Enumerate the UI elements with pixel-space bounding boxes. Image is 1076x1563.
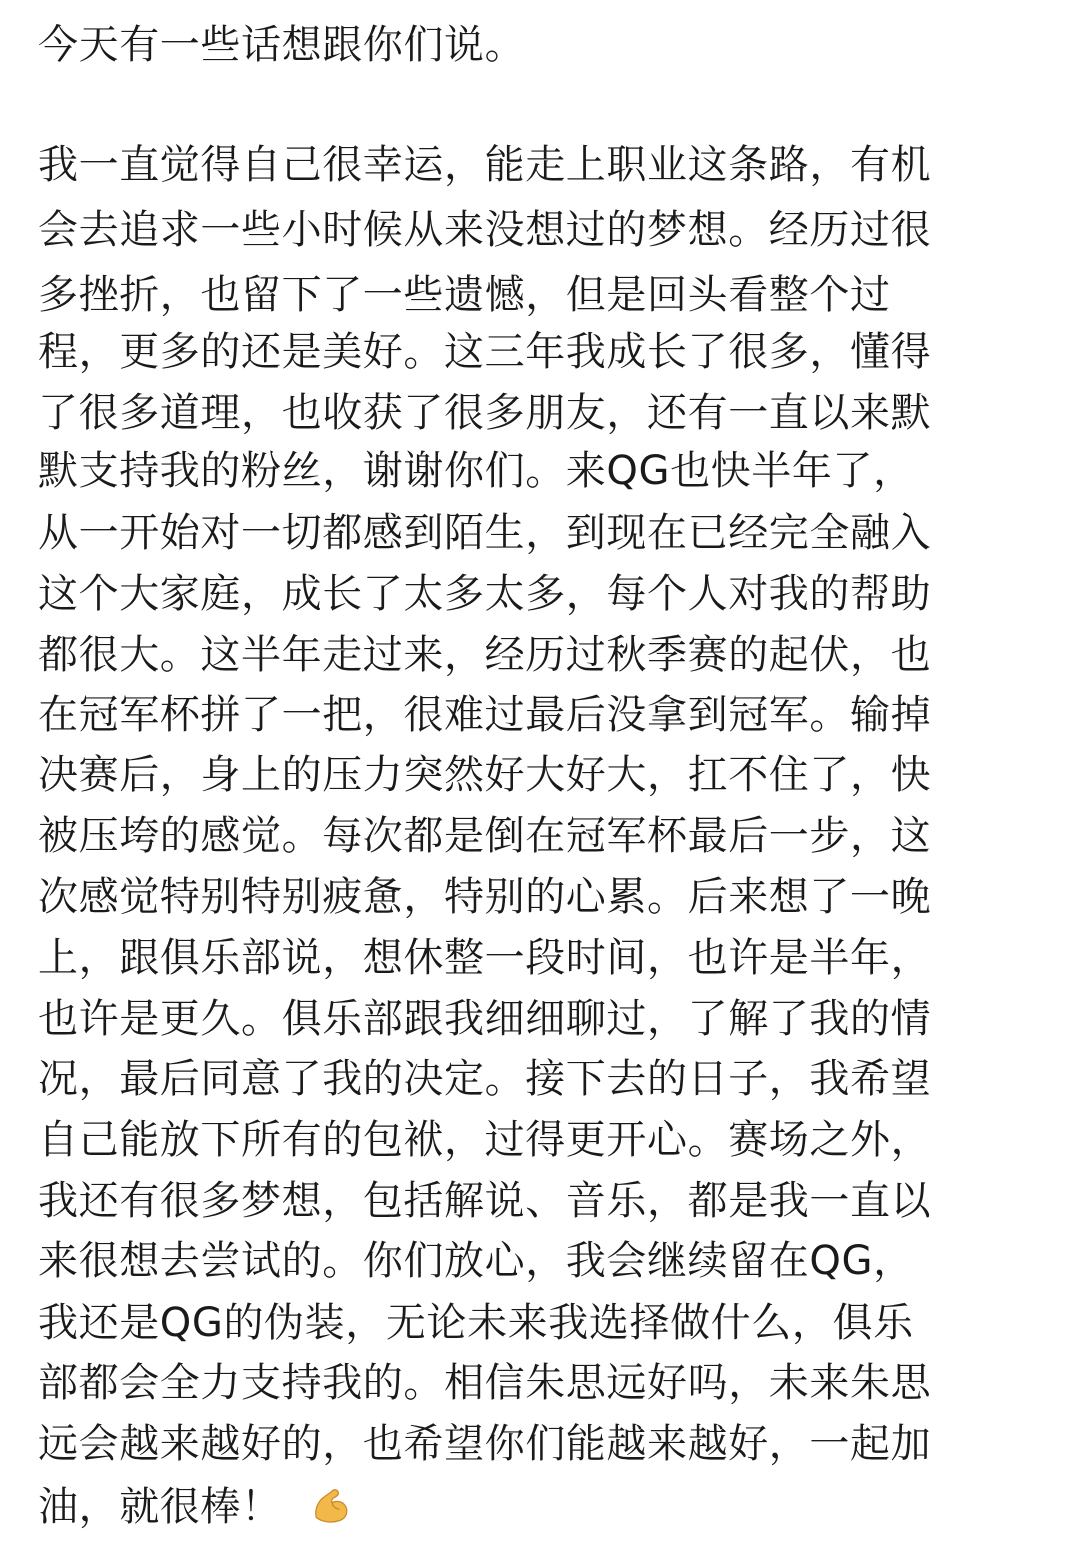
text-line: 也许是更久。俱乐部跟我细细聊过，了解了我的情 (38, 996, 932, 1042)
text-line: 部都会全力支持我的。相信朱思远好吗，未来朱思 (38, 1360, 932, 1406)
text-line: 远会越来越好的，也希望你们能越来越好，一起加 (38, 1421, 932, 1467)
text-line: 我一直觉得自己很幸运，能走上职业这条路，有机 (38, 142, 932, 188)
text-line: 这个大家庭，成长了太多太多，每个人对我的帮助 (38, 571, 932, 617)
text-line: 次感觉特别特别疲惫，特别的心累。后来想了一晚 (38, 874, 932, 920)
flexed-biceps-icon (310, 1486, 352, 1528)
text-line: 上，跟俱乐部说，想休整一段时间，也许是半年， (38, 935, 932, 981)
text-line: 况，最后同意了我的决定。接下去的日子，我希望 (38, 1056, 932, 1102)
text-line: 今天有一些话想跟你们说。 (38, 22, 526, 68)
text-line: 我还有很多梦想，包括解说、音乐，都是我一直以 (38, 1178, 932, 1224)
text-line: 程，更多的还是美好。这三年我成长了很多，懂得 (38, 329, 932, 375)
text-line: 决赛后，身上的压力突然好大好大，扛不住了，快 (38, 752, 932, 798)
text-line: 我还是QG的伪装，无论未来我选择做什么，俱乐 (38, 1300, 914, 1346)
text-line: 在冠军杯拼了一把，很难过最后没拿到冠军。输掉 (38, 692, 932, 738)
text-line: 油，就很棒！ (38, 1480, 1048, 1534)
text-line: 从一开始对一切都感到陌生，到现在已经完全融入 (38, 510, 932, 556)
text-line: 多挫折，也留下了一些遗憾，但是回头看整个过 (38, 272, 891, 318)
text-line: 会去追求一些小时候从来没想过的梦想。经历过很 (38, 207, 932, 253)
text-line: 都很大。这半年走过来，经历过秋季赛的起伏，也 (38, 632, 932, 678)
text-line: 被压垮的感觉。每次都是倒在冠军杯最后一步，这 (38, 813, 932, 859)
text-line: 默支持我的粉丝，谢谢你们。来QG也快半年了， (38, 448, 914, 494)
text-line: 自己能放下所有的包袱，过得更开心。赛场之外， (38, 1117, 932, 1163)
text-line: 来很想去尝试的。你们放心，我会继续留在QG， (38, 1238, 914, 1284)
text-line: 了很多道理，也收获了很多朋友，还有一直以来默 (38, 390, 932, 436)
